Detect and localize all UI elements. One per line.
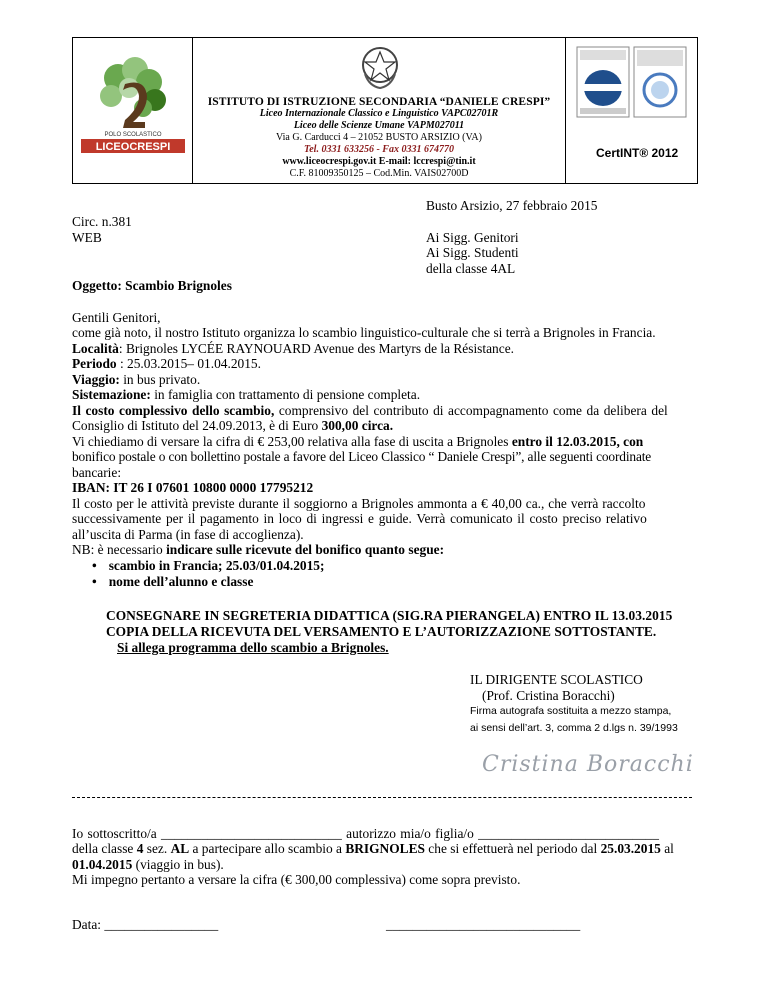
auth-class: 4 [136, 841, 144, 856]
recipient-1: Ai Sigg. Genitori [426, 230, 519, 245]
institute-phone: Tel. 0331 633256 - Fax 0331 674770 [304, 144, 454, 155]
nb-emphasis: indicare sulle ricevute del bonifico quanto segue: [166, 542, 445, 557]
cert-label: CertINT® 2012 [596, 146, 679, 160]
auth-text: a partecipare allo scambio a [189, 841, 346, 856]
authorization-line-1: Io sottoscritto/a ___________________________ autorizzo mia/o figlia/o ___________________________ [72, 826, 659, 841]
date-line: Busto Arsizio, 27 febbraio 2015 [426, 198, 598, 213]
institute-address: Via G. Carducci 4 – 21052 BUSTO ARSIZIO (VA) [276, 132, 482, 143]
bullet-text: nome dell’alunno e classe [108, 574, 254, 589]
viaggio-label: Viaggio: [72, 372, 120, 387]
signature-name: (Prof. Cristina Boracchi) [482, 688, 615, 703]
costo-amount: 300,00 circa. [321, 418, 394, 433]
school-logo [73, 38, 192, 183]
bullet-text: scambio in Francia; 25.03/01.04.2015; [108, 558, 325, 573]
authorization-line-3 [72, 857, 224, 873]
versare-con: con [619, 434, 644, 449]
authorization-line-2 [72, 841, 674, 857]
auth-start-date: 25.03.2015 [600, 841, 661, 856]
costo-line-1 [72, 403, 668, 419]
signature-note-2: ai sensi dell’art. 3, comma 2 d.lgs n. 39/1993 [470, 722, 678, 734]
institute-codes: C.F. 81009350125 – Cod.Min. VAIS02700D [289, 168, 469, 179]
program-attached-note: Si allega programma dello scambio a Brignoles. [117, 640, 389, 655]
iban: IBAN: IT 26 I 07601 10800 0000 17795212 [72, 480, 314, 495]
auth-text: (viaggio in bus). [132, 857, 224, 872]
signature-field[interactable]: _____________________________ [386, 917, 581, 932]
nb-line [72, 542, 444, 558]
auth-text: che si effettuerà nel periodo dal [424, 841, 601, 856]
certification-badges-icon [576, 46, 688, 126]
handwritten-signature: Cristina Boracchi [482, 752, 694, 777]
bullet-item-1 [92, 558, 324, 574]
auth-text: della classe [72, 841, 137, 856]
sistemazione-value: in famiglia con trattamento di pensione completa. [150, 387, 421, 402]
costo-value: comprensivo del contributo di accompagnamento come da delibera del [274, 403, 668, 418]
costo-per-line-2: successivamente per il pagamento in loco di ingressi e guide. Verrà comunicato il costo preciso relativo [72, 511, 647, 526]
auth-section: AL [170, 841, 190, 856]
costo-line2-text: Consiglio di Istituto del 24.09.2013, è di Euro [72, 418, 322, 433]
periodo-value: : 25.03.2015– 01.04.2015. [116, 356, 261, 371]
greeting: Gentili Genitori, [72, 310, 161, 325]
localita-value: : Brignoles LYCÉE RAYNOUARD Avenue des Martyrs de la Résistance. [118, 341, 514, 356]
letterhead [72, 37, 698, 184]
institute-web-email: www.liceocrespi.gov.it E-mail: lccrespi@tin.it [282, 156, 476, 167]
viaggio-value: in bus privato. [119, 372, 201, 387]
sistemazione-label: Sistemazione: [72, 387, 151, 402]
recipient-2: Ai Sigg. Studenti [426, 245, 519, 260]
periodo-label: Periodo [72, 356, 117, 371]
subject: Oggetto: Scambio Brignoles [72, 278, 232, 293]
versare-line-3: bancarie: [72, 465, 122, 480]
cut-line [72, 797, 692, 798]
periodo-line [72, 356, 261, 372]
auth-text: sez. [143, 841, 171, 856]
recipient-3: della classe 4AL [426, 261, 516, 276]
web-label: WEB [72, 230, 102, 245]
versare-deadline: entro il 12.03.2015, [511, 434, 620, 449]
costo-line-2 [72, 418, 393, 434]
localita-line [72, 341, 514, 357]
nb-text: NB: è necessario [72, 542, 167, 557]
costo-per-line-1: Il costo per le attività previste durante il soggiorno a Brignoles ammonta a € 40,00 ca., che verrà raccolto [72, 496, 646, 511]
logo-text: LICEOCRESPI [95, 141, 171, 153]
localita-label: Località [72, 341, 119, 356]
tree-logo-icon [73, 38, 192, 183]
versare-text: Vi chiediamo di versare la cifra di € 253,00 relativa alla fase di uscita a Brignoles [72, 434, 512, 449]
institute-line1: Liceo Internazionale Classico e Linguistico VAPC02701R [259, 108, 499, 119]
bullet-dot-icon: • [92, 574, 97, 589]
institute-line2: Liceo delle Scienze Umane VAPM027011 [293, 120, 465, 131]
consegnare-line-1: CONSEGNARE IN SEGRETERIA DIDATTICA (SIG.RA PIERANGELA) ENTRO IL 13.03.2015 [106, 608, 673, 623]
sistemazione-line [72, 387, 420, 403]
signature-note-1: Firma autografa sostituita a mezzo stampa, [470, 705, 672, 717]
authorization-line-4: Mi impegno pertanto a versare la cifra (€ 300,00 complessiva) come sopra previsto. [72, 872, 521, 887]
consegnare-line-2: COPIA DELLA RICEVUTA DEL VERSAMENTO E L’AUTORIZZAZIONE SOTTOSTANTE. [106, 624, 657, 639]
versare-line-2: bonifico postale o con bollettino postale a favore del Liceo Classico “ Daniele Crespi”, alle seguenti coordinate [72, 449, 652, 464]
auth-end-date: 01.04.2015 [72, 857, 133, 872]
auth-destination: BRIGNOLES [345, 841, 425, 856]
logo-sub-text: POLO SCOLASTICO [104, 132, 162, 138]
signature-role: IL DIRIGENTE SCOLASTICO [470, 672, 643, 687]
letterhead-center [193, 38, 565, 183]
costo-label: Il costo complessivo dello scambio, [72, 403, 275, 418]
institute-title: ISTITUTO DI ISTRUZIONE SECONDARIA “DANIELE CRESPI” [207, 96, 551, 108]
viaggio-line [72, 372, 200, 388]
auth-text: al [660, 841, 674, 856]
costo-per-line-3: all’uscita di Parma (in fase di accoglienza). [72, 527, 304, 542]
circular-number: Circ. n.381 [72, 214, 132, 229]
date-field[interactable]: Data: _________________ [72, 917, 219, 932]
bullet-item-2 [92, 574, 253, 590]
bullet-dot-icon: • [92, 558, 97, 573]
intro-text: come già noto, il nostro Istituto organizza lo scambio linguistico-culturale che si terrà a Brignoles in Francia. [72, 325, 656, 340]
certification-box [566, 38, 697, 183]
republic-emblem-icon [359, 44, 401, 90]
versare-line-1 [72, 434, 643, 450]
